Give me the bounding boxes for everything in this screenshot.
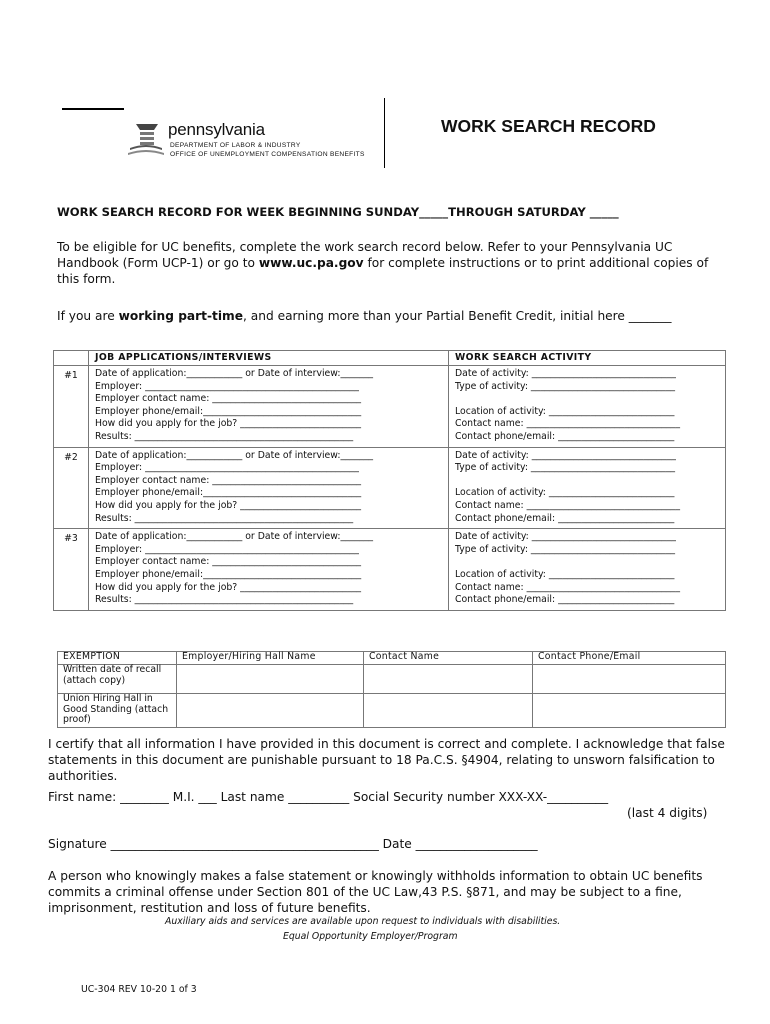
department-line: DEPARTMENT OF LABOR & INDUSTRY xyxy=(170,142,301,149)
activity-location-line[interactable]: Location of activity: ___________________________ xyxy=(455,487,675,499)
row-number: #2 xyxy=(54,447,89,529)
agency-name: pennsylvania xyxy=(168,120,265,139)
top-rule xyxy=(62,108,124,110)
activity-phone-line[interactable]: Contact phone/email: _________________________ xyxy=(455,512,675,524)
application-date-line[interactable]: Date of application:____________ or Date of interview:_______ xyxy=(95,531,374,543)
row-number: #1 xyxy=(54,366,89,448)
name-ssn-line[interactable]: First name: ________ M.I. ___ Last name __________ Social Security number XXX-XX-__________ xyxy=(48,790,609,804)
activity-date-line[interactable]: Date of activity: _______________________________ xyxy=(455,368,676,379)
spacer xyxy=(455,475,721,488)
intro-paragraph xyxy=(57,239,727,287)
job-cell[interactable] xyxy=(89,366,449,448)
part-time-after[interactable]: , and earning more than your Partial Benefit Credit, initial here _______ xyxy=(243,309,672,323)
results-line[interactable]: Results: _______________________________________________ xyxy=(95,512,354,524)
activity-location-line[interactable]: Location of activity: ___________________________ xyxy=(455,405,675,417)
job-search-table xyxy=(53,350,726,611)
keystone-logo-icon xyxy=(128,122,164,160)
results-line[interactable]: Results: _______________________________________________ xyxy=(95,594,354,606)
agency-logo xyxy=(128,118,378,168)
contact-name-header: Contact Name xyxy=(364,652,533,665)
page-title: WORK SEARCH RECORD xyxy=(441,116,656,136)
auxiliary-aids-note: Auxiliary aids and services are available upon request to individuals with disabilities. xyxy=(165,916,561,927)
exemption-label: Union Hiring Hall in Good Standing (attach proof) xyxy=(58,694,177,728)
header-num-cell xyxy=(54,351,89,366)
how-applied-line[interactable]: How did you apply for the job? __________________________ xyxy=(95,499,362,511)
employer-phone-line[interactable]: Employer phone/email:__________________________________ xyxy=(95,487,362,499)
application-date-line[interactable]: Date of application:____________ or Date of interview:_______ xyxy=(95,368,374,379)
exemption-header-row xyxy=(58,652,726,665)
spacer xyxy=(455,393,721,406)
header-activity: WORK SEARCH ACTIVITY xyxy=(449,351,726,366)
employer-contact-line[interactable]: Employer contact name: ________________________________ xyxy=(95,556,362,568)
equal-opportunity-note: Equal Opportunity Employer/Program xyxy=(283,931,458,942)
signature-line[interactable]: Signature ____________________________________________ Date ____________________ xyxy=(48,837,538,851)
how-applied-line[interactable]: How did you apply for the job? __________________________ xyxy=(95,581,362,593)
activity-type-line[interactable]: Type of activity: _______________________________ xyxy=(455,462,676,474)
job-row xyxy=(54,366,726,448)
part-time-before: If you are xyxy=(57,309,119,323)
row-number: #3 xyxy=(54,529,89,611)
employer-phone-line[interactable]: Employer phone/email:__________________________________ xyxy=(95,568,362,580)
header-jobs: JOB APPLICATIONS/INTERVIEWS xyxy=(89,351,449,366)
application-date-line[interactable]: Date of application:____________ or Date of interview:_______ xyxy=(95,449,374,461)
header-divider xyxy=(384,98,385,168)
exemption-header: EXEMPTION xyxy=(58,652,177,665)
job-cell[interactable] xyxy=(89,529,449,611)
exemption-row xyxy=(58,665,726,694)
activity-contact-line[interactable]: Contact name: _________________________________ xyxy=(455,581,680,593)
office-line: OFFICE OF UNEMPLOYMENT COMPENSATION BENEFITS xyxy=(170,151,365,158)
employer-contact-line[interactable]: Employer contact name: ________________________________ xyxy=(95,393,362,405)
activity-contact-line[interactable]: Contact name: _________________________________ xyxy=(455,418,680,430)
activity-cell[interactable] xyxy=(449,529,726,611)
employer-hall-cell[interactable] xyxy=(177,665,364,694)
activity-date-line[interactable]: Date of activity: _______________________________ xyxy=(455,449,676,461)
activity-type-line[interactable]: Type of activity: _______________________________ xyxy=(455,543,676,555)
activity-phone-line[interactable]: Contact phone/email: _________________________ xyxy=(455,430,675,442)
activity-contact-line[interactable]: Contact name: _________________________________ xyxy=(455,499,680,511)
activity-type-line[interactable]: Type of activity: _______________________________ xyxy=(455,380,676,392)
contact-phone-cell[interactable] xyxy=(533,694,726,728)
spacer xyxy=(455,556,721,569)
employer-contact-line[interactable]: Employer contact name: ________________________________ xyxy=(95,474,362,486)
job-cell[interactable] xyxy=(89,447,449,529)
employer-line[interactable]: Employer: ______________________________________________ xyxy=(95,380,359,392)
job-table-header xyxy=(54,351,726,366)
week-line[interactable]: WORK SEARCH RECORD FOR WEEK BEGINNING SUNDAY_____THROUGH SATURDAY _____ xyxy=(57,205,619,219)
how-applied-line[interactable]: How did you apply for the job? __________________________ xyxy=(95,418,362,430)
contact-phone-cell[interactable] xyxy=(533,665,726,694)
certification-paragraph: I certify that all information I have provided in this document is correct and complete. I acknowledge that false statements in this document are punishable pursuant to 18 Pa.C.S. §4904, relating to unsworn falsification to authorities. xyxy=(48,737,725,783)
contact-name-cell[interactable] xyxy=(364,694,533,728)
form-footer: UC-304 REV 10-20 1 of 3 xyxy=(81,984,197,995)
contact-phone-header: Contact Phone/Email xyxy=(533,652,726,665)
warning-paragraph: A person who knowingly makes a false statement or knowingly withholds information to obtain UC benefits commits a criminal offense under Section 801 of the UC Law,43 P.S. §871, and may be subject to a fine, imprisonment, restitution and loss of future benefits. xyxy=(48,869,703,915)
part-time-paragraph xyxy=(57,308,727,324)
activity-date-line[interactable]: Date of activity: _______________________________ xyxy=(455,531,676,543)
exemption-table xyxy=(57,651,726,728)
activity-phone-line[interactable]: Contact phone/email: _________________________ xyxy=(455,594,675,606)
last-four-note: (last 4 digits) xyxy=(627,806,708,820)
exemption-label: Written date of recall (attach copy) xyxy=(58,665,177,694)
contact-name-cell[interactable] xyxy=(364,665,533,694)
part-time-bold: working part-time xyxy=(118,309,244,323)
website-link[interactable]: www.uc.pa.gov xyxy=(258,256,364,270)
activity-cell[interactable] xyxy=(449,366,726,448)
results-line[interactable]: Results: _______________________________________________ xyxy=(95,430,354,442)
job-row xyxy=(54,447,726,529)
employer-line[interactable]: Employer: ______________________________________________ xyxy=(95,462,359,474)
activity-cell[interactable] xyxy=(449,447,726,529)
employer-phone-line[interactable]: Employer phone/email:__________________________________ xyxy=(95,405,362,417)
job-row xyxy=(54,529,726,611)
employer-hall-cell[interactable] xyxy=(177,694,364,728)
employer-line[interactable]: Employer: ______________________________________________ xyxy=(95,543,359,555)
intro-text-after: for complete instructions or to print additional copies of this form. xyxy=(57,256,709,286)
intro-text-before: To be eligible for UC benefits, complete the work search record below. Refer to your Pennsylvania UC Handbook (Form UCP-1) or go to xyxy=(57,240,673,270)
exemption-row xyxy=(58,694,726,728)
employer-hall-header: Employer/Hiring Hall Name xyxy=(177,652,364,665)
activity-location-line[interactable]: Location of activity: ___________________________ xyxy=(455,568,675,580)
